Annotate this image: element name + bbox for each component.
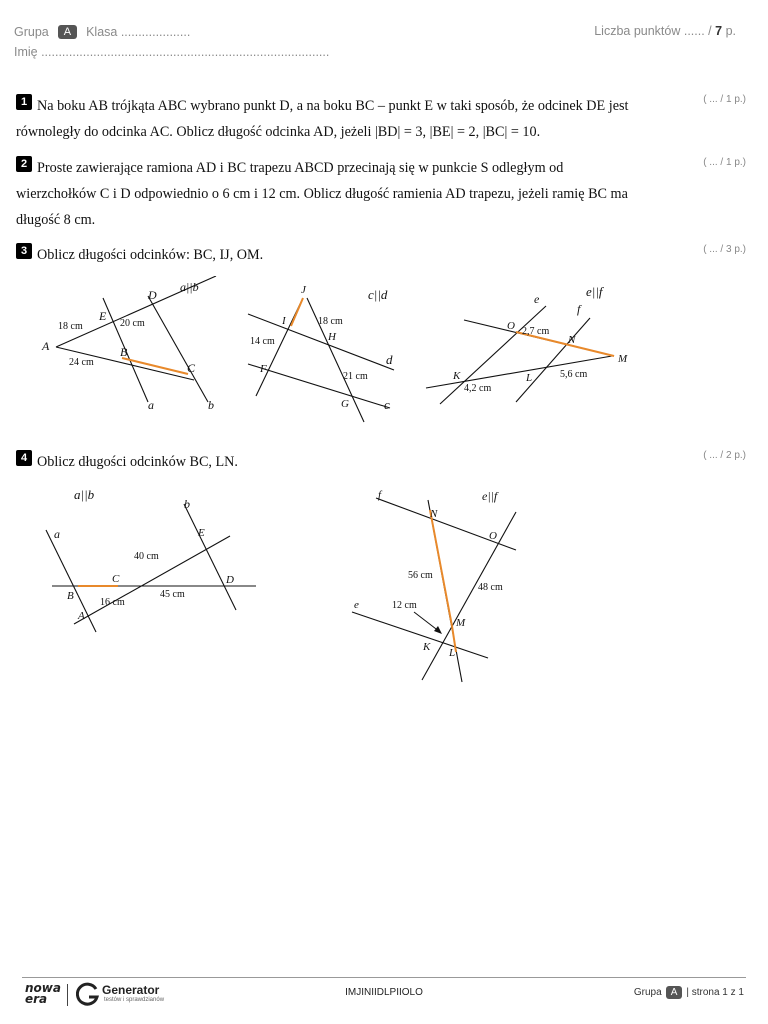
footer-group-label: Grupa <box>633 987 662 998</box>
generator-title: Generator <box>102 983 160 997</box>
line-b <box>148 296 208 402</box>
generator-subtitle: testów i sprawdzianów <box>104 997 165 1003</box>
point-label: K <box>453 370 461 382</box>
point-label: O <box>507 320 515 332</box>
point-label: K <box>423 641 431 653</box>
class-field: Klasa .................... <box>86 25 191 39</box>
task-2 <box>16 155 676 233</box>
task-text-line: długość 8 cm. <box>16 212 96 228</box>
length-label: 56 cm <box>408 570 433 581</box>
line-label: f <box>378 489 382 501</box>
line-label: d <box>386 352 393 367</box>
line-e <box>440 306 546 404</box>
task-text-line: równoległy do odcinka AC. Oblicz długość odcinka AD, jeżeli |BD| = 3, |BE| = 2, |BC| = 10. <box>16 124 541 140</box>
line-label: a <box>54 527 60 541</box>
points-unit: p. <box>725 24 736 38</box>
point-label: M <box>618 353 628 365</box>
line-a <box>46 530 96 632</box>
point-label: M <box>456 617 466 629</box>
point-label: D <box>148 288 157 302</box>
figure-5 <box>348 486 520 684</box>
length-label: 21 cm <box>343 371 368 382</box>
point-label: A <box>42 339 50 353</box>
length-label: 16 cm <box>100 597 125 608</box>
task-text-line: Na boku AB trójkąta ABC wybrano punkt D, a na boku BC – punkt E w taki sposób, że odcinek DE jest <box>37 98 629 114</box>
length-label: 2,7 cm <box>522 326 550 337</box>
task-text-line: Proste zawierające ramiona AD i BC trapezu ABCD przecinają się w punkcie S odległym od <box>37 160 564 176</box>
task-number: 1 <box>16 94 32 110</box>
group-badge: A <box>58 25 77 39</box>
length-label: 48 cm <box>478 582 503 593</box>
figure-1 <box>38 276 218 424</box>
task-number: 4 <box>16 450 32 466</box>
points-label: Liczba punktów ...... / <box>594 24 712 38</box>
length-label: 4,2 cm <box>464 383 492 394</box>
parallel-condition: a||b <box>180 280 199 294</box>
line-label: e <box>354 599 359 611</box>
line-label: c <box>384 397 390 412</box>
length-label: 18 cm <box>318 316 343 327</box>
group-label: Grupa <box>14 25 49 39</box>
footer-group-badge: A <box>666 986 683 999</box>
point-label: E <box>99 309 107 323</box>
point-label: A <box>78 610 85 622</box>
line-label: b <box>184 497 190 511</box>
task-score: ( ... / 1 p.) <box>703 94 746 105</box>
task-1 <box>16 93 676 145</box>
line-label: a <box>148 398 154 412</box>
length-label: 45 cm <box>160 589 185 600</box>
footer-page-info <box>634 986 744 999</box>
parallel-condition: e||f <box>586 284 603 299</box>
point-label: C <box>112 573 120 585</box>
figure-2 <box>244 280 400 426</box>
line-label: f <box>577 302 581 316</box>
points-summary <box>594 24 736 38</box>
point-label: I <box>282 315 286 327</box>
point-label: J <box>301 284 306 296</box>
length-label: 12 cm <box>392 600 417 611</box>
task-score: ( ... / 2 p.) <box>703 450 746 461</box>
figure-3 <box>424 282 638 408</box>
task-3 <box>16 242 676 268</box>
task-text-line: Oblicz długości odcinków: BC, IJ, OM. <box>37 247 264 263</box>
point-label: B <box>67 590 74 602</box>
parallel-condition: c||d <box>368 287 388 302</box>
arrow-head <box>434 626 442 634</box>
point-label: H <box>328 331 336 343</box>
point-label: O <box>489 530 497 542</box>
length-label: 14 cm <box>250 336 275 347</box>
line-label: b <box>208 398 214 412</box>
length-label: 18 cm <box>58 321 83 332</box>
point-label: L <box>449 647 456 659</box>
length-label: 24 cm <box>69 357 94 368</box>
point-label: E <box>198 527 205 539</box>
point-label: B <box>120 345 128 359</box>
test-code: IMJINIIDLPIIOLO <box>345 987 423 998</box>
name-field: Imię ................................................................................... <box>14 45 330 59</box>
point-label: G <box>341 398 349 410</box>
line-f <box>376 498 516 550</box>
point-label: N <box>430 508 438 520</box>
task-number: 3 <box>16 243 32 259</box>
length-label: 40 cm <box>134 551 159 562</box>
point-label: N <box>568 334 576 346</box>
parallel-condition: e||f <box>482 489 498 503</box>
point-label: L <box>526 372 533 384</box>
task-score: ( ... / 3 p.) <box>703 244 746 255</box>
point-label: F <box>260 363 267 375</box>
task-text-line: wierzchołków C i D odpowiednio o 6 cm i 12 cm. Oblicz długość ramienia AD trapezu, jeżeli ramię BC ma <box>16 186 628 202</box>
task-4 <box>16 449 676 475</box>
segment-ij-highlight <box>291 298 303 326</box>
header-left <box>14 24 329 60</box>
point-label: C <box>187 361 196 375</box>
line-label: e <box>534 292 540 306</box>
line-e <box>352 612 488 658</box>
slanted-ray <box>74 536 230 624</box>
footer-divider <box>22 977 746 978</box>
task-text-line: Oblicz długości odcinków BC, LN. <box>37 454 238 470</box>
points-total: 7 <box>715 24 723 38</box>
task-score: ( ... / 1 p.) <box>703 157 746 168</box>
logo-word: era <box>25 992 48 1006</box>
page-number: | strona 1 z 1 <box>686 987 744 998</box>
parallel-condition: a||b <box>74 487 95 502</box>
length-label: 5,6 cm <box>560 369 588 380</box>
length-label: 20 cm <box>120 318 145 329</box>
task-number: 2 <box>16 156 32 172</box>
point-label: D <box>226 574 234 586</box>
figure-4 <box>40 484 258 636</box>
logo-word: nowa <box>25 981 61 995</box>
line-c <box>248 364 390 408</box>
segment-ln-highlight <box>430 510 452 626</box>
